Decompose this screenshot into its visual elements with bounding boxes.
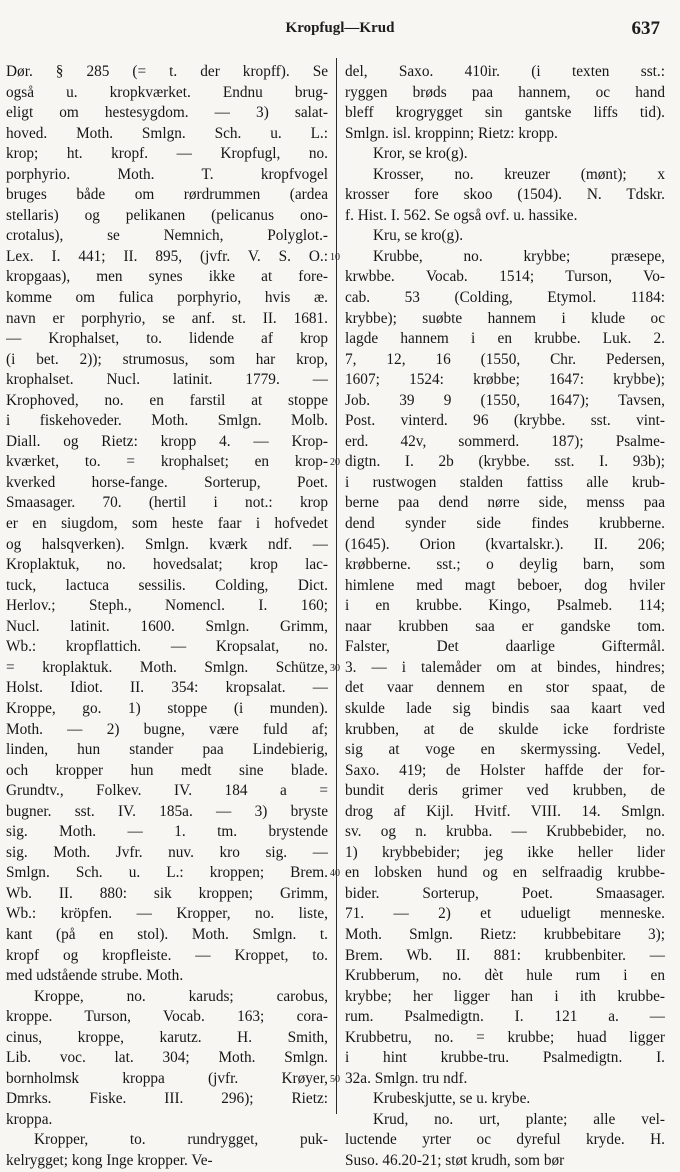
text-line: kropgaas), men synes ikke at fore-: [6, 268, 328, 286]
text-line: tuck, lactuca sessilis. Colding, Dict.: [6, 576, 328, 594]
text-line: cinus, kroppe, karutz. H. Smith,: [6, 1028, 328, 1046]
text-line: lagde hannem i en krubbe. Luk. 2.: [345, 330, 665, 348]
text-line: f. Hist. I. 562. Se også ovf. u. hassike.: [345, 206, 578, 224]
text-line: krosser fore skoo (1504). N. Tdskr.: [345, 186, 665, 204]
text-line: krubben, at de skulde icke fordriste: [345, 720, 665, 738]
text-line: porphyrio. Moth. T. kropfvogel: [6, 165, 328, 183]
text-line: Kroplaktuk, no. hovedsalat; krop lac-: [6, 556, 328, 574]
text-line: krwbbe. Vocab. 1514; Turson, Vo-: [345, 268, 665, 286]
text-line: dend synder side findes krubberne.: [345, 515, 665, 533]
text-line: Krud, no. urt, plante; alle vel-: [373, 1110, 665, 1128]
text-line: (1645). Orion (kvartalskr.). II. 206;: [345, 535, 665, 553]
text-line: Wb. II. 880: sik kroppen; Grimm,: [6, 884, 328, 902]
text-line: komme om fulica porphyrio, hvis æ.: [6, 289, 328, 307]
text-line: 1) krybbebider; jeg ikke heller lider: [345, 843, 665, 861]
text-line: Krubbetru, no. = krubbe; huad ligger: [345, 1028, 665, 1046]
text-line: Kror, se kro(g).: [373, 145, 468, 163]
text-line: kropf og kropfleiste. — Kroppet, to.: [6, 946, 328, 964]
text-line: Kru, se kro(g).: [373, 227, 464, 245]
left-column: [6, 62, 328, 1169]
text-line: Grundtv., Folkev. IV. 184 a =: [6, 782, 328, 800]
text-line: Diall. og Rietz: kropp 4. — Krop-: [6, 432, 328, 450]
text-line: krophalset. Nucl. latinit. 1779. —: [6, 371, 328, 389]
text-line: i hint krubbe-tru. Psalmedigtn. I.: [345, 1049, 665, 1067]
text-line: i rustwogen stalden fattiss alle krub-: [345, 473, 665, 491]
line-number: 40: [330, 868, 340, 880]
text-line: Smlgn. isl. kroppinn; Rietz: kropp.: [345, 124, 558, 142]
text-line: cab. 53 (Colding, Etymol. 1184:: [345, 289, 665, 307]
text-line: linden, hun stander paa Lindebierig,: [6, 741, 328, 759]
text-line: (i bet. 2)); strumosus, som har krop,: [6, 350, 328, 368]
text-line: kverked horse-fange. Sorterup, Poet.: [6, 473, 328, 491]
text-line: Krubbe, no. krybbe; præsepe,: [373, 247, 665, 265]
text-line: Post. vinterd. 96 (krybbe. sst. vint-: [345, 412, 665, 430]
text-line: rum. Psalmedigtn. I. 121 a. —: [345, 1008, 665, 1026]
text-line: 32a. Smlgn. tru ndf.: [345, 1069, 468, 1087]
text-line: = kroplaktuk. Moth. Smlgn. Schütze,: [6, 658, 328, 676]
text-line: och kropper hun medt sine blade.: [6, 761, 328, 779]
text-line: er en siugdom, som heste faar i hofvedet: [6, 515, 328, 533]
right-column: [345, 62, 665, 1169]
text-line: stellaris) og pelikanen (pelicanus ono-: [6, 206, 328, 224]
text-line: Wb.: kropflattich. — Kropsalat, no.: [6, 638, 328, 656]
text-line: Lex. I. 441; II. 895, (jvfr. V. S. O.:: [6, 247, 328, 265]
text-line: drog af Kijl. Hvitf. VIII. 14. Smlgn.: [345, 802, 665, 820]
text-line: Brem. Wb. II. 881: krubbenbiter. —: [345, 946, 665, 964]
text-line: luctende yrter oc dyreful kryde. H.: [345, 1131, 665, 1149]
text-line: kant (på en stol). Moth. Smlgn. t.: [6, 925, 328, 943]
text-line: Krubeskjutte, se u. krybe.: [373, 1090, 531, 1108]
text-line: bundit deris grimer ved krubben, de: [345, 782, 665, 800]
text-line: bleff krogrygget sin gantske liffs tid).: [345, 104, 665, 122]
text-line: Suso. 46.20-21; støt krudh, som bør: [345, 1151, 565, 1169]
text-line: skulde lade sig bindis saa kaart ved: [345, 699, 665, 717]
text-line: Falster, Det daarlige Giftermål.: [345, 638, 665, 656]
text-line: Saxo. 419; de Holster haffde der for-: [345, 761, 665, 779]
line-number: 20: [330, 457, 340, 469]
text-line: i fiskehoveder. Moth. Smlgn. Molb.: [6, 412, 328, 430]
text-line: bugner. sst. IV. 185a. — 3) bryste: [6, 802, 328, 820]
text-line: berne paa dend nørre side, menss paa: [345, 494, 665, 512]
text-line: Holst. Idiot. II. 354: kropsalat. —: [6, 679, 328, 697]
text-line: kelrygget; kong Inge kropper. Ve-: [6, 1151, 213, 1169]
text-line: Job. 39 9 (1550, 1647); Tavsen,: [345, 391, 665, 409]
line-number: 10: [330, 251, 340, 263]
column-divider: [336, 58, 337, 1114]
text-line: en lobsken hund og en selfraadig krubbe-: [345, 864, 665, 882]
text-line: Lib. voc. lat. 304; Moth. Smlgn.: [6, 1049, 328, 1067]
text-line: Kroppe, go. 1) stoppe (i munden).: [6, 699, 328, 717]
page-number: 637: [631, 18, 660, 39]
text-line: krøbberne. sst.; o deylig barn, som: [345, 556, 665, 574]
text-line: Kropper, to. rundrygget, puk-: [34, 1131, 328, 1149]
text-line: krop; ht. kropf. — Kropfugl, no.: [6, 145, 328, 163]
text-line: i en krubbe. Kingo, Psalmeb. 114;: [345, 597, 665, 615]
text-line: Dør. § 285 (= t. der kropff). Se: [6, 63, 328, 80]
text-line: det vaar dennem en stor spaat, de: [345, 679, 665, 697]
line-number: 30: [330, 662, 340, 674]
text-line: sv. og n. krubba. — Krubbebider, no.: [345, 823, 665, 841]
text-line: Krosser, no. kreuzer (mønt); x: [373, 165, 665, 183]
text-line: 7, 12, 16 (1550, Chr. Pedersen,: [345, 350, 665, 368]
running-header-title: Kropfugl—Krud: [285, 20, 395, 36]
text-line: også u. kropkværket. Endnu brug-: [6, 83, 328, 101]
text-line: Moth. Smlgn. Rietz: krubbebitare 3);: [345, 925, 665, 943]
text-line: Smlgn. Sch. u. L.: kroppen; Brem.: [6, 864, 328, 882]
text-line: bider. Sorterup, Poet. Smaasager.: [345, 884, 665, 902]
text-line: erd. 42v, sommerd. 187); Psalme-: [345, 432, 665, 450]
text-line: sig at voge en skermyssing. Vedel,: [345, 741, 665, 759]
text-line: navn er porphyrio, se anf. st. II. 1681.: [6, 309, 328, 327]
text-line: ryggen brøds paa hannem, oc hand: [345, 83, 665, 101]
text-line: himlene med magt beboer, dog hviler: [345, 576, 665, 594]
text-line: Dmrks. Fiske. III. 296); Rietz:: [6, 1090, 328, 1108]
text-line: bornholmsk kroppa (jvfr. Krøyer,: [6, 1069, 328, 1087]
text-line: kroppe. Turson, Vocab. 163; cora-: [6, 1008, 328, 1026]
text-line: sig. Moth. — 1. tm. brystende: [6, 823, 328, 841]
text-line: naar krubben saa er gandske tom.: [345, 617, 665, 635]
text-line: sig. Moth. Jvfr. nuv. kro sig. —: [6, 843, 328, 861]
text-line: kroppa.: [6, 1110, 53, 1128]
text-line: med udstående strube. Moth.: [6, 967, 184, 985]
text-line: Herlov.; Steph., Nomencl. I. 160;: [6, 597, 328, 615]
text-line: 3. — i talemåder om at bindes, hindres;: [345, 658, 665, 676]
text-line: Kroppe, no. karuds; carobus,: [34, 987, 328, 1005]
text-line: Moth. — 2) bugne, være fuld af;: [6, 720, 328, 738]
text-line: digtn. I. 2b (krybbe. sst. I. 93b);: [345, 453, 665, 471]
text-line: Nucl. latinit. 1600. Smlgn. Grimm,: [6, 617, 328, 635]
text-line: Krophoved, no. en farstil at stoppe: [6, 391, 328, 409]
text-line: hoved. Moth. Smlgn. Sch. u. L.:: [6, 124, 328, 142]
text-line: crotalus), se Nemnich, Polyglot.-: [6, 227, 328, 245]
text-line: Krubberum, no. dèt hule rum i en: [345, 967, 665, 985]
text-line: Smaasager. 70. (hertil i not.: krop: [6, 494, 328, 512]
text-line: — Krophalset, to. lidende af krop: [6, 330, 328, 348]
text-line: Wb.: kröpfen. — Kropper, no. liste,: [6, 905, 328, 923]
line-number: 50: [330, 1073, 340, 1085]
text-line: bruges både om rørdrummen (ardea: [6, 186, 328, 204]
text-line: eligt om hestesygdom. — 3) salat-: [6, 104, 328, 122]
text-line: og halsqverken). Smlgn. kværk ndf. —: [6, 535, 328, 553]
text-line: 71. — 2) et udueligt menneske.: [345, 905, 665, 923]
text-line: 1607; 1524: krøbbe; 1647: krybbe);: [345, 371, 665, 389]
text-line: del, Saxo. 410ir. (i texten sst.:: [345, 63, 665, 80]
text-line: krybbe); suøbte hannem i klude oc: [345, 309, 665, 327]
text-line: krybbe; her ligger han i ith krubbe-: [345, 987, 665, 1005]
text-line: kværket, to. = krophalset; en krop-: [6, 453, 328, 471]
